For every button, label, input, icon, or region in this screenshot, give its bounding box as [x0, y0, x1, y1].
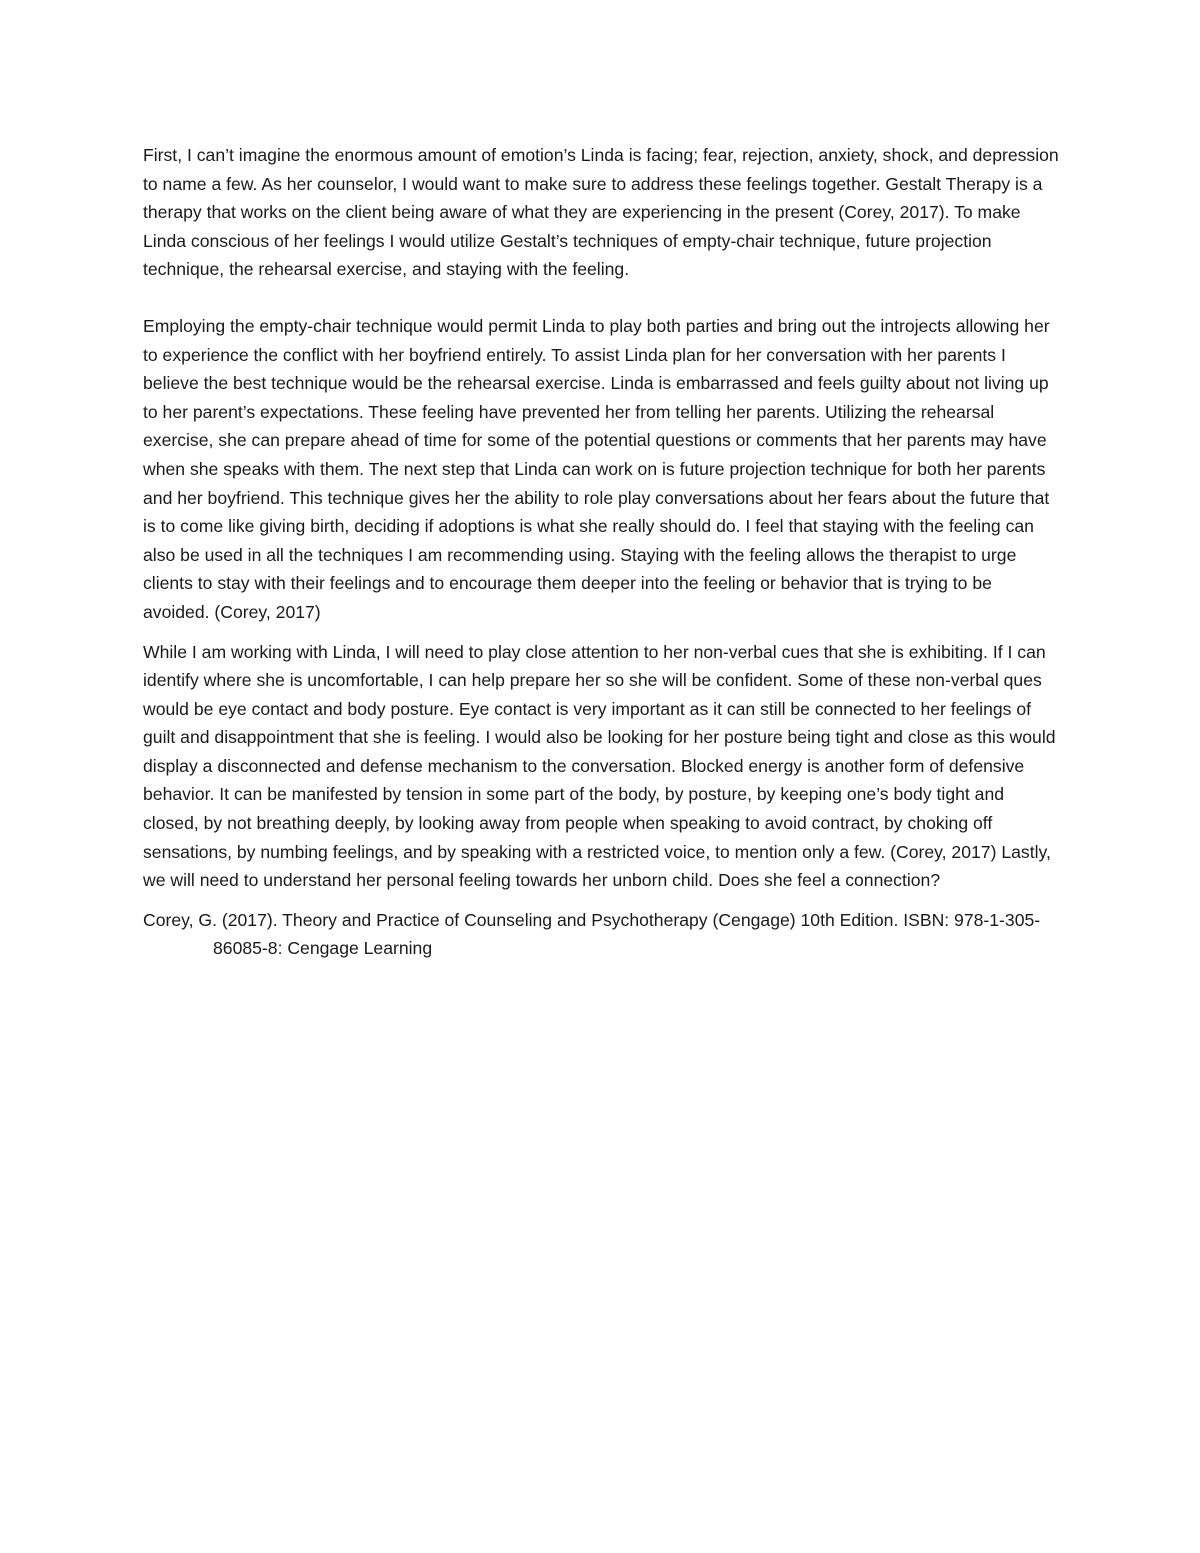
- paragraph-spacer: [143, 627, 1063, 638]
- paragraph-spacer: [143, 284, 1063, 312]
- paragraph-spacer: [143, 895, 1063, 906]
- paragraph-nonverbal-cues: While I am working with Linda, I will need to play close attention to her non-verbal cues that she is exhibiting. If I can identify where she is uncomfortable, I can help prepare her so she will be confident. Some of these non-verbal ques would be eye contact and body posture. Eye contact is very important as it can still be connected to her feelings of guilt and disappointment that she is feeling. I would also be looking for her posture being tight and close as this would display a disconnected and defense mechanism to the conversation. Blocked energy is another form of defensive behavior. It can be manifested by tension in some part of the body, by posture, by keeping one’s body tight and closed, by not breathing deeply, by looking away from people when speaking to avoid contract, by choking off sensations, by numbing feelings, and by speaking with a restricted voice, to mention only a few. (Corey, 2017) Lastly, we will need to understand her personal feeling towards her unborn child. Does she feel a connection?: [143, 641, 1056, 891]
- document-body: [143, 141, 1063, 963]
- paragraph-gestalt-intro: First, I can’t imagine the enormous amount of emotion’s Linda is facing; fear, rejection, anxiety, shock, and depression to name a few. As her counselor, I would want to make sure to address these feelings together. Gestalt Therapy is a therapy that works on the client being aware of what they are experiencing in the present (Corey, 2017). To make Linda conscious of her feelings I would utilize Gestalt’s techniques of empty-chair technique, future projection technique, the rehearsal exercise, and staying with the feeling.: [143, 145, 1059, 280]
- reference-citation: Corey, G. (2017). Theory and Practice of Counseling and Psychotherapy (Cengage) 10th Edition. ISBN: 978-1-305-86085-8: Cengage Learning: [143, 909, 1041, 959]
- paragraph-techniques: Employing the empty-chair technique would permit Linda to play both parties and bring out the introjects allowing her to experience the conflict with her boyfriend entirely. To assist Linda plan for her conversation with her parents I believe the best technique would be the rehearsal exercise. Linda is embarrassed and feels guilty about not living up to her parent’s expectations. These feeling have prevented her from telling her parents. Utilizing the rehearsal exercise, she can prepare ahead of time for some of the potential questions or comments that her parents may have when she speaks with them. The next step that Linda can work on is future projection technique for both her parents and her boyfriend. This technique gives her the ability to role play conversations about her fears about the future that is to come like giving birth, deciding if adoptions is what she really should do. I feel that staying with the feeling can also be used in all the techniques I am recommending using. Staying with the feeling allows the therapist to urge clients to stay with their feelings and to encourage them deeper into the feeling or behavior that is trying to be avoided. (Corey, 2017): [143, 315, 1050, 622]
